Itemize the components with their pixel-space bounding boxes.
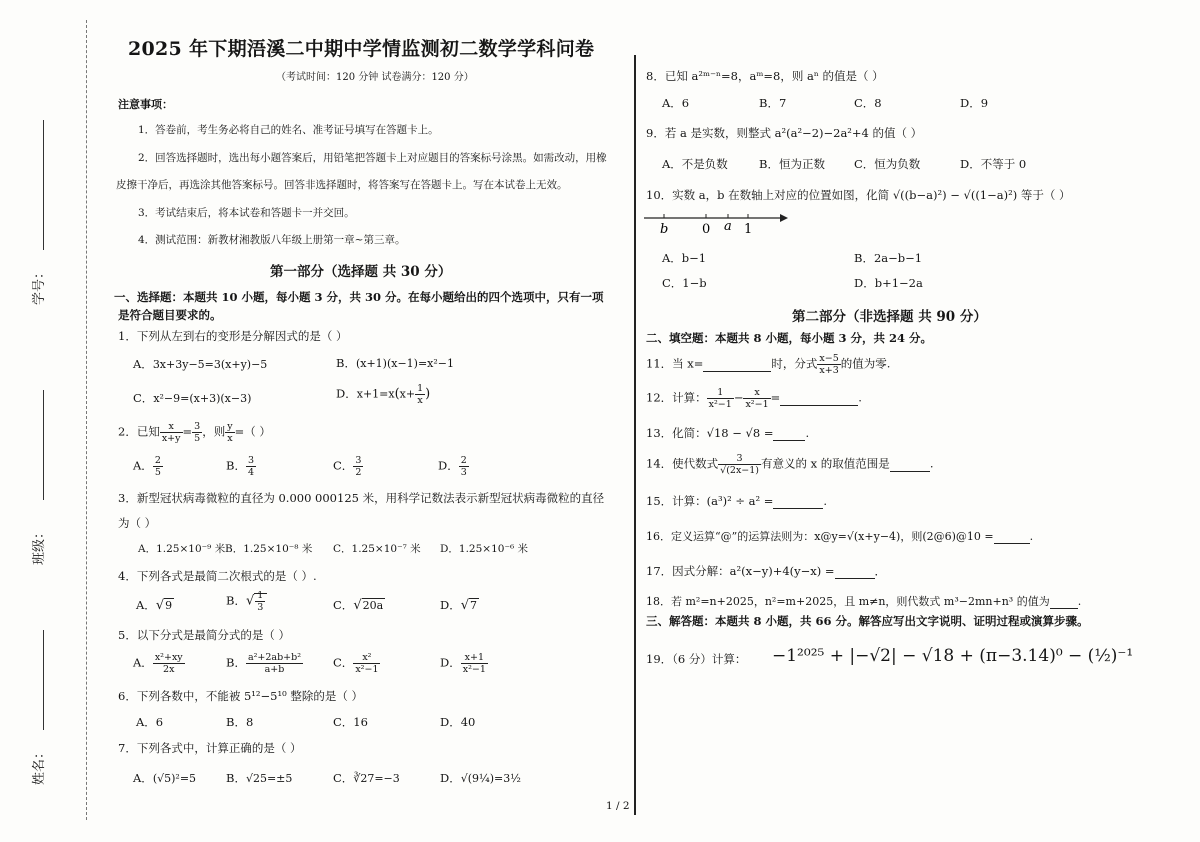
q6-option-c[interactable]: C．16 — [333, 715, 368, 729]
page-number: 1 / 2 — [606, 800, 630, 812]
q8-option-d[interactable]: D．9 — [960, 96, 989, 110]
q4-option-a[interactable]: A．√9 — [136, 598, 173, 613]
q6-option-a[interactable]: A．6 — [136, 715, 164, 729]
q3-option-a[interactable]: A．1.25×10⁻⁹ 米 — [138, 543, 226, 555]
q15-answer-blank[interactable] — [773, 494, 823, 509]
q5-option-d[interactable]: D． $\frac{x+1}{\text{x²−1}}$ — [440, 652, 486, 675]
question-18: 18．若 m²=n+2025，n²=m+2025，且 m≠n，则代数式 m³−2mn+n³ 的值为 . — [646, 595, 1082, 608]
question-12: 12．计算： $\frac{1}{\text{x²−1}}$ − $\frac{x}{\text{x²−1}}$ = . — [646, 387, 862, 410]
note-item: 4．测试范围：新教材湘教版八年级上册第一章~第三章。 — [138, 234, 406, 246]
class-fill-line[interactable] — [43, 390, 44, 500]
q5-option-a[interactable]: A． $\frac{\text{x²+xy}}{2x}$ — [133, 652, 183, 675]
q10-option-a[interactable]: A．b−1 — [662, 251, 707, 265]
axis-label-a: a — [724, 219, 732, 234]
q14-answer-blank[interactable] — [890, 457, 930, 472]
question-19-expression: −1²⁰²⁵ + |−√2| − √18 + (π−3.14)⁰ − (½)⁻¹ — [772, 646, 1134, 666]
q10-option-b[interactable]: B．2a−b−1 — [854, 251, 923, 265]
note-item: 3．考试结束后，将本试卷和答题卡一并交回。 — [138, 207, 355, 219]
answer-section-heading: 三、解答题：本题共 8 小题，共 66 分。解答应写出文字说明、证明过程或演算步骤。 — [646, 614, 1089, 628]
q7-option-a[interactable]: A．(√5)²=5 — [133, 771, 197, 785]
q9-option-d[interactable]: D．不等于 0 — [960, 157, 1027, 171]
question-4-stem: 4．下列各式是最简二次根式的是（ ）. — [118, 569, 317, 583]
q2-option-a[interactable]: A． $\frac{2}{5}$ — [133, 455, 161, 478]
q9-option-c[interactable]: C．恒为负数 — [854, 157, 921, 171]
question-6-stem: 6．下列各数中，不能被 5¹²−5¹⁰ 整除的是（ ） — [118, 689, 363, 703]
q4-option-c[interactable]: C．√20a — [333, 598, 384, 613]
q7-option-d[interactable]: D．√(9¼)=3½ — [440, 771, 521, 785]
binding-dashed-line — [86, 20, 87, 820]
q8-option-c[interactable]: C．8 — [854, 96, 882, 110]
question-16: 16．定义运算“@”的运算法则为：x@y=√(x+y−4)，则(2@6)@10 = . — [646, 530, 1034, 543]
q1-option-d[interactable]: D．x+1=x(x+ $\frac{1}{x}$ ) — [336, 383, 431, 406]
axis-label-b: b — [660, 222, 669, 237]
q12-answer-blank[interactable] — [780, 391, 858, 406]
exam-title: 2025 年下期浯溪二中期中学情监测初二数学学科问卷 — [128, 38, 595, 60]
question-5-stem: 5．以下分式是最简分式的是（ ） — [118, 628, 290, 642]
student-id-label: 学号： — [32, 265, 47, 305]
q8-option-b[interactable]: B．7 — [759, 96, 787, 110]
fill-section-heading: 二、填空题：本题共 8 小题，每小题 3 分，共 24 分。 — [646, 331, 933, 345]
number-line-arrow — [780, 214, 788, 222]
note-item: 皮擦干净后，再选涂其他答案标号。回答非选择题时，将答案写在答题卡上。写在本试卷上无效。 — [116, 179, 568, 191]
part2-heading: 第二部分（非选择题 共 90 分） — [792, 309, 987, 325]
binding-margin — [0, 0, 95, 842]
q5-option-b[interactable]: B． $\frac{\text{a²+2ab+b²}}{a+b}$ — [226, 652, 302, 675]
section1-instructions-cont: 是符合题目要求的。 — [118, 308, 222, 322]
q3-option-c[interactable]: C．1.25×10⁻⁷ 米 — [333, 543, 421, 555]
q6-option-d[interactable]: D．40 — [440, 715, 476, 729]
q17-answer-blank[interactable] — [835, 564, 875, 579]
q1-option-a[interactable]: A．3x+3y−5=3(x+y)−5 — [133, 357, 268, 371]
column-divider — [634, 55, 636, 815]
q3-option-b[interactable]: B．1.25×10⁻⁸ 米 — [225, 543, 313, 555]
question-13: 13．化简：√18 − √8 = . — [646, 426, 810, 440]
question-9-stem: 9．若 a 是实数，则整式 a²(a²−2)−2a²+4 的值（ ） — [646, 126, 923, 140]
question-14: 14．使代数式 $\frac{3}{√(2x-1)}$ 有意义的 x 的取值范围是 . — [646, 453, 934, 476]
note-item: 1．答卷前，考生务必将自己的姓名、准考证号填写在答题卡上。 — [138, 124, 439, 136]
question-10-stem: 10．实数 a，b 在数轴上对应的位置如图，化简 √((b−a)²) − √((1−a)²) 等于（ ） — [646, 188, 1071, 202]
exam-subtitle: （考试时间：120 分钟 试卷满分：120 分） — [276, 72, 474, 83]
axis-label-1: 1 — [744, 222, 753, 237]
question-17: 17．因式分解：a²(x−y)+4(y−x) = ． — [646, 564, 887, 578]
q7-option-b[interactable]: B．√25=±5 — [226, 771, 293, 785]
note-item: 2．回答选择题时，选出每小题答案后，用铅笔把答题卡上对应题目的答案标号涂黑。如需改动，用橡 — [138, 152, 607, 164]
question-1-stem: 1．下列从左到右的变形是分解因式的是（ ） — [118, 329, 348, 343]
q2-option-d[interactable]: D． $\frac{2}{3}$ — [438, 455, 467, 478]
notes-heading: 注意事项： — [118, 98, 173, 111]
q7-option-c[interactable]: C．∛27=−3 — [333, 771, 400, 785]
q18-answer-blank[interactable] — [1050, 595, 1078, 609]
q1-option-c[interactable]: C．x²−9=(x+3)(x−3) — [133, 391, 252, 405]
q10-option-c[interactable]: C．1−b — [662, 276, 707, 290]
q4-option-d[interactable]: D．√7 — [440, 598, 478, 613]
question-2-stem: 2．已知 $\frac{x}{x+y}$ = $\frac{3}{5}$ ，则 $\frac{y}{x}$ =（ ） — [118, 421, 271, 444]
q1-option-b[interactable]: B．(x+1)(x−1)=x²−1 — [336, 356, 455, 370]
q11-answer-blank[interactable] — [703, 357, 771, 372]
q9-option-a[interactable]: A．不是负数 — [662, 157, 728, 171]
name-fill-line[interactable] — [43, 630, 44, 730]
q4-option-b[interactable]: B．√ $\frac{1}{3}$ — [226, 590, 267, 613]
q2-option-c[interactable]: C． $\frac{3}{2}$ — [333, 455, 362, 478]
question-8-stem: 8．已知 a²ᵐ⁻ⁿ=8，aᵐ=8，则 aⁿ 的值是（ ） — [646, 69, 884, 83]
axis-label-0: 0 — [702, 222, 711, 237]
q8-option-a[interactable]: A．6 — [662, 96, 690, 110]
question-19-label: 19．（6 分）计算： — [646, 652, 747, 666]
q3-option-d[interactable]: D．1.25×10⁻⁶ 米 — [440, 543, 529, 555]
q9-option-b[interactable]: B．恒为正数 — [759, 157, 825, 171]
student-id-fill-line[interactable] — [43, 120, 44, 250]
q10-option-d[interactable]: D．b+1−2a — [854, 276, 923, 290]
q13-answer-blank[interactable] — [773, 426, 805, 441]
section1-instructions: 一、选择题：本题共 10 小题，每小题 3 分，共 30 分。在每小题给出的四个选项中，只有一项 — [114, 290, 604, 304]
name-label: 姓名： — [32, 745, 47, 785]
q6-option-b[interactable]: B．8 — [226, 715, 254, 729]
q16-answer-blank[interactable] — [994, 530, 1030, 544]
question-11: 11．当 x= 时，分式 $\frac{x-5}{x+3}$ 的值为零. — [646, 353, 891, 376]
q5-option-c[interactable]: C． $\frac{\text{x²}}{\text{x²−1}}$ — [333, 652, 379, 675]
question-15: 15．计算：(a³)² ÷ a² = . — [646, 494, 828, 508]
question-7-stem: 7．下列各式中，计算正确的是（ ） — [118, 741, 302, 755]
number-line-figure — [642, 208, 792, 238]
question-3-stem-cont: 为（ ） — [118, 516, 157, 530]
question-3-stem: 3．新型冠状病毒微粒的直径为 0.000 000125 米，用科学记数法表示新型冠状病毒微粒的直径 — [118, 491, 605, 505]
q2-option-b[interactable]: B． $\frac{3}{4}$ — [226, 455, 254, 478]
class-label: 班级： — [32, 525, 47, 565]
part1-heading: 第一部分（选择题 共 30 分） — [270, 264, 452, 280]
